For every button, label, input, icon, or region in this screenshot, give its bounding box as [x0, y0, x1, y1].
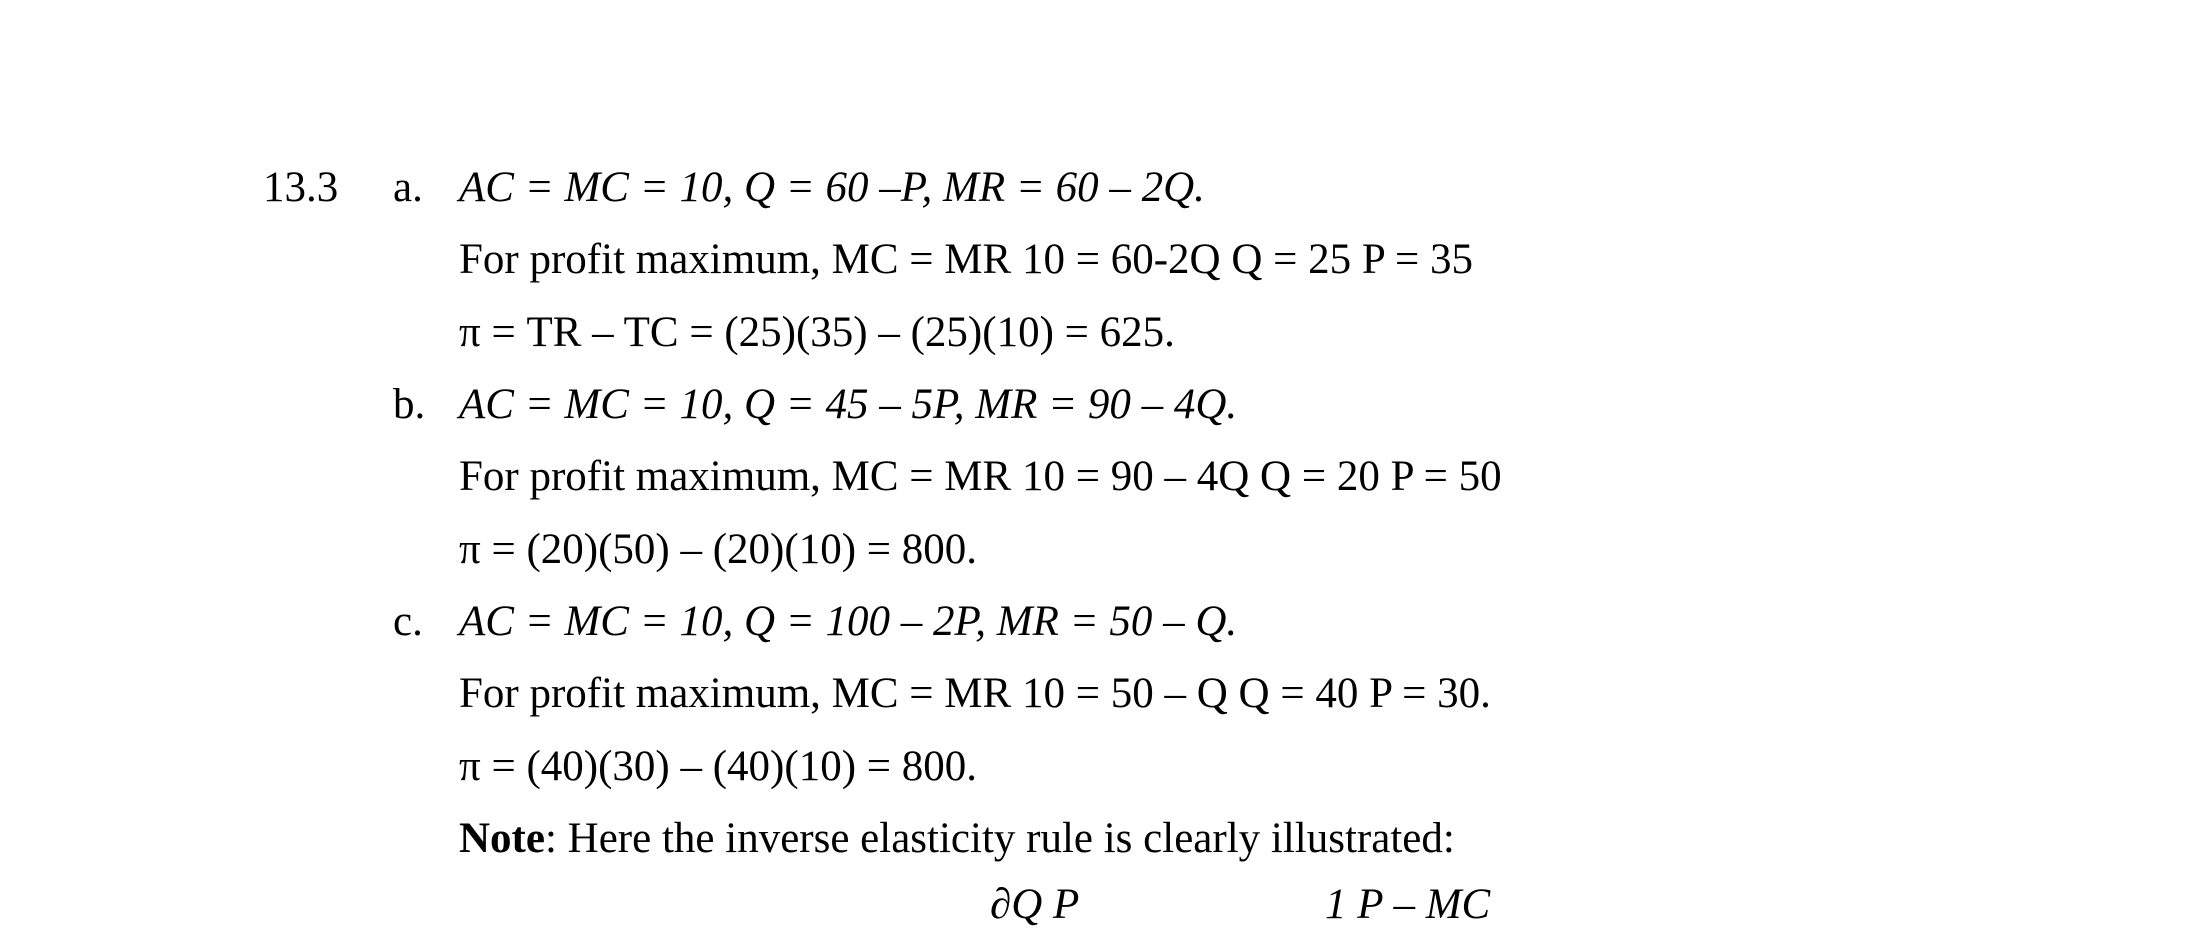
part-b-profit: π = (20)(50) – (20)(10) = 800.	[459, 526, 978, 573]
part-a-given: AC = MC = 10, Q = 60 –P, MR = 60 – 2Q.	[459, 164, 1205, 211]
formula-top-left: ∂Q P	[990, 881, 1080, 928]
part-c-profit-max: For profit maximum, MC = MR 10 = 50 – Q Q = 40 P = 30.	[459, 670, 1491, 717]
part-a-profit: π = TR – TC = (25)(35) – (25)(10) = 625.	[459, 309, 1175, 356]
problem-number: 13.3	[263, 164, 339, 211]
part-c-letter: c.	[393, 598, 423, 645]
part-b-given: AC = MC = 10, Q = 45 – 5P, MR = 90 – 4Q.	[459, 381, 1238, 428]
part-a-letter: a.	[393, 164, 423, 211]
part-c-given: AC = MC = 10, Q = 100 – 2P, MR = 50 – Q.	[459, 598, 1238, 645]
note-line	[459, 812, 1455, 866]
note-label: Note	[459, 815, 545, 862]
part-b-letter: b.	[393, 381, 426, 428]
note-text: : Here the inverse elasticity rule is clearly illustrated:	[544, 815, 1455, 862]
part-a-profit-max: For profit maximum, MC = MR 10 = 60-2Q Q = 25 P = 35	[459, 236, 1473, 283]
formula-top-right: 1 P – MC	[1325, 881, 1491, 928]
part-c-profit: π = (40)(30) – (40)(10) = 800.	[459, 743, 978, 790]
part-b-profit-max: For profit maximum, MC = MR 10 = 90 – 4Q Q = 20 P = 50	[459, 453, 1502, 500]
